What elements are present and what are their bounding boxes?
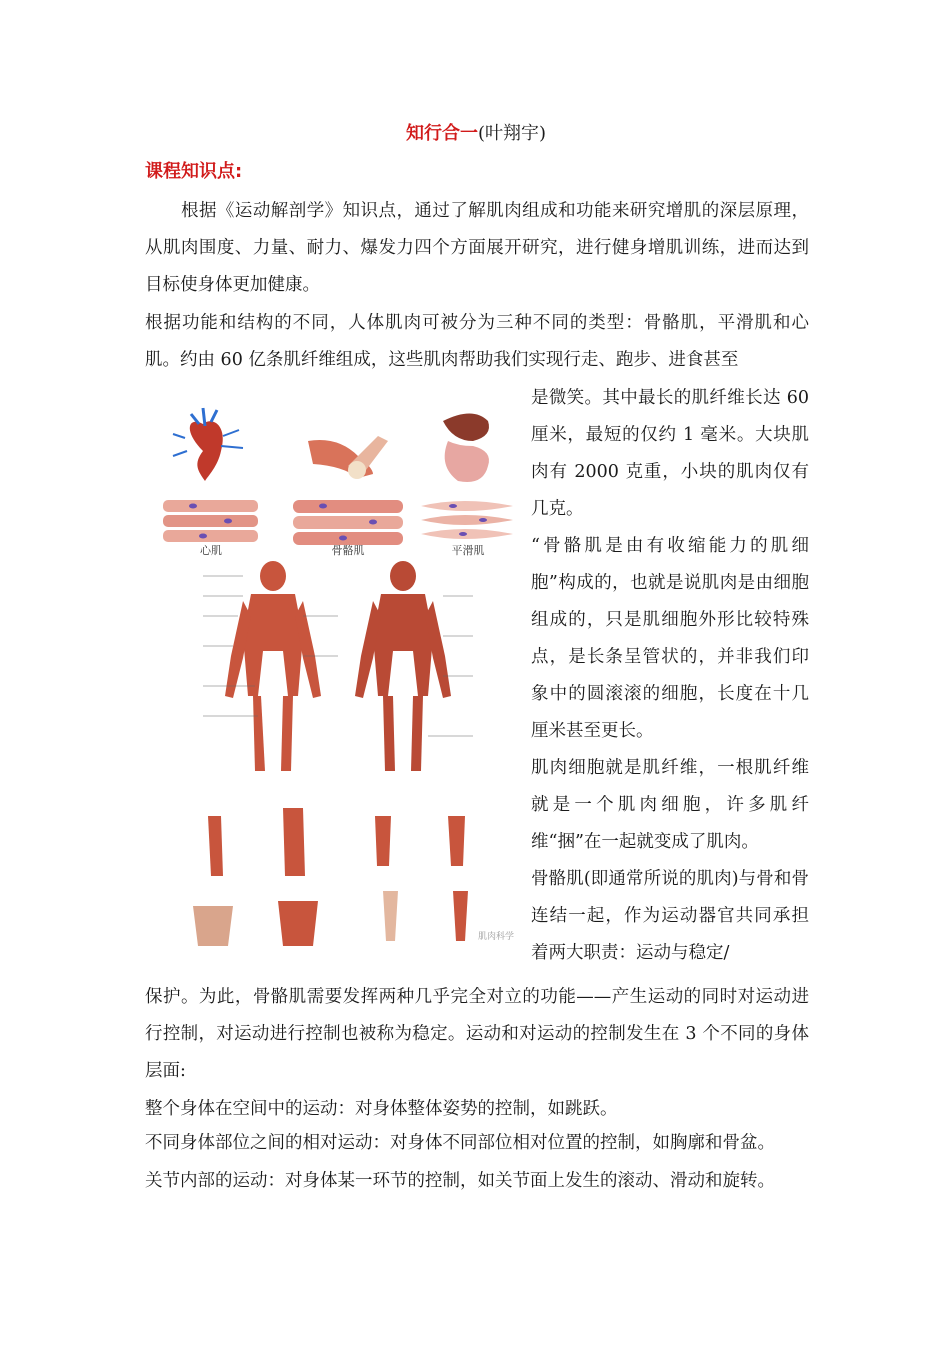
title-text: 知行合一 bbox=[405, 123, 478, 144]
figure-watermark: 肌肉科学 bbox=[478, 932, 515, 942]
muscle-types-paragraph: 根据功能和结构的不同，人体肌肉可被分为三种不同的类型：骨骼肌，平滑肌和心肌。约由 60 亿条肌纤维组成，这些肌肉帮助我们实现行走、跑步、进食甚至 bbox=[145, 313, 809, 370]
level-joint: 关节内部的运动：对身体某一环节的控制，如关节面上发生的滚动、滑动和旋转。 bbox=[145, 1171, 775, 1191]
skeletal-cell-paragraph: “骨骼肌是由有收缩能力的肌细胞”构成的，也就是说肌肉是由细胞组成的，只是肌细胞外形比较特殊点，是长条呈管状的，并非我们印象中的圆滚滚的细胞，长度在十几厘米甚至更长。 bbox=[531, 536, 809, 741]
section-heading: 课程知识点: bbox=[145, 161, 243, 182]
intro-paragraph: 根据《运动解剖学》知识点，通过了解肌肉组成和功能来研究增肌的深层原理，从肌肉围度、力量、耐力、爆发力四个方面展开研究，进行健身增肌训练，进而达到目标使身体更加健康。 bbox=[145, 201, 809, 295]
muscle-anatomy-figure bbox=[143, 396, 523, 954]
author-name: (叶翔宇) bbox=[477, 123, 547, 144]
fiber-length-paragraph: 是微笑。其中最长的肌纤维长达 60 厘米，最短的仅约 1 毫米。大块肌肉有 2000 克重，小块的肌肉仅有几克。 bbox=[531, 388, 809, 519]
label-skeletal: 骨骼肌 bbox=[331, 544, 365, 557]
muscle-fiber-paragraph: 肌肉细胞就是肌纤维，一根肌纤维就是一个肌肉细胞，许多肌纤维“捆”在一起就变成了肌肉。 bbox=[531, 758, 809, 852]
cardiac-fibers bbox=[163, 500, 258, 542]
document-title bbox=[0, 122, 952, 146]
level-whole-body: 整个身体在空间中的运动：对身体整体姿势的控制，如跳跃。 bbox=[145, 1099, 618, 1119]
label-cardiac: 心肌 bbox=[200, 544, 222, 557]
skeletal-fibers bbox=[293, 500, 403, 545]
level-body-parts: 不同身体部位之间的相对运动：对身体不同部位相对位置的控制，如胸廓和骨盆。 bbox=[145, 1133, 775, 1153]
side-text-column bbox=[531, 380, 809, 972]
skeletal-function-paragraph: 骨骼肌(即通常所说的肌肉)与骨和骨连结一起，作为运动器官共同承担着两大职责：运动与稳定/ bbox=[531, 869, 809, 963]
control-paragraph: 保护。为此，骨骼肌需要发挥两种几乎完全对立的功能——产生运动的同时对运动进行控制，对运动进行控制也被称为稳定。运动和对运动的控制发生在 3 个不同的身体层面: bbox=[145, 987, 809, 1081]
label-smooth: 平滑肌 bbox=[451, 544, 485, 557]
smooth-fibers bbox=[421, 501, 513, 539]
